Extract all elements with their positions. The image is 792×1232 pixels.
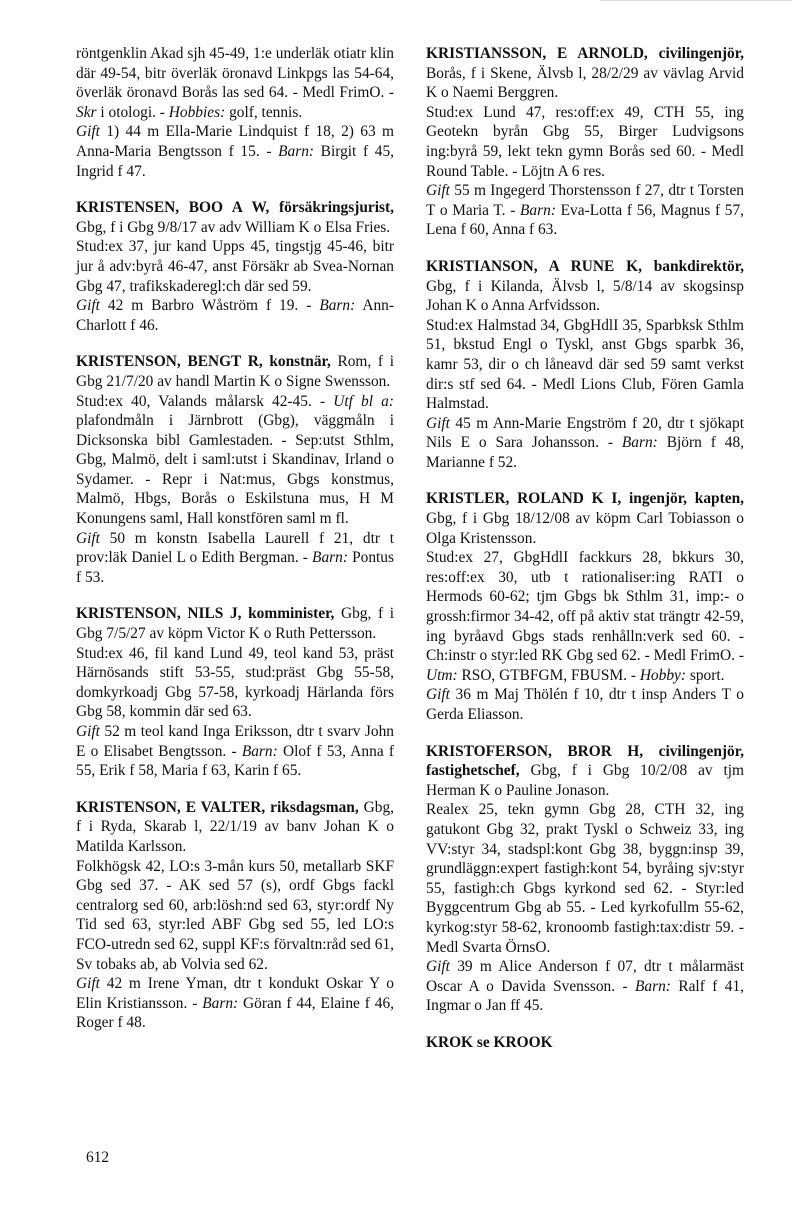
text-run: Gbg, f i Gbg 7/5/27 av köpm Victor K o Ruth Pettersson.	[76, 605, 394, 643]
bold-run: ingenjör, kapten,	[629, 490, 744, 508]
bold-run: civilingenjör, fastighetschef,	[426, 742, 744, 780]
text-run: Gbg, f i Gbg 10/2/08 av tjm Herman K o Pauline Jonason.	[426, 762, 744, 799]
italic-label: Barn:	[202, 994, 239, 1012]
entry-paragraph	[426, 44, 744, 103]
entry-paragraph	[426, 414, 744, 473]
text-run: 42 m Barbro Wåström f 19. -	[99, 297, 320, 315]
text-run: 42 m Irene Yman, dtr t kondukt Oskar Y o Elin Kristiansson. -	[76, 975, 394, 1012]
entry-paragraph	[426, 1033, 744, 1053]
italic-label: Gift	[76, 297, 100, 315]
text-run: 52 m teol kand Inga Eriksson, dtr t svarv John E o Elisabet Bengtsson. -	[76, 723, 394, 760]
biography-entry	[426, 257, 744, 473]
italic-label: Barn:	[319, 297, 356, 315]
italic-label: Hobby:	[639, 666, 686, 684]
text-run: Pontus f 53.	[76, 549, 394, 586]
text-run: sport.	[685, 666, 725, 684]
bold-run: komminister,	[248, 605, 335, 623]
text-run: Borås, f i Skene, Älvsb l, 28/2/29 av vävlag Arvid K o Naemi Berggren.	[426, 64, 744, 102]
italic-label: Gift	[76, 529, 100, 547]
italic-label: Barn:	[241, 742, 278, 760]
entry-paragraph	[76, 392, 394, 529]
text-run: 55 m Ingegerd Thorstensson f 27, dtr t Torsten T o Maria T. -	[426, 182, 744, 219]
text-run: Stud:ex 37, jur kand Upps 45, tingstjg 45-46, bitr jur å adv:byrå 46-47, anst Försäkr ab Svea-Nornan Gbg 47, trafikskaderegl:ch där sed 59.	[76, 238, 394, 295]
entry-paragraph	[76, 529, 394, 588]
italic-label: Utf bl a:	[333, 392, 394, 410]
italic-label: Barn:	[312, 549, 348, 567]
entry-paragraph	[76, 237, 394, 296]
text-run: Rom, f i Gbg 21/7/20 av handl Martin K o Signe Swensson.	[76, 353, 394, 390]
text-run: Gbg, f i Gbg 9/8/17 av adv William K o Elsa Fries.	[76, 218, 391, 236]
text-run	[642, 258, 654, 275]
biography-entry	[76, 44, 394, 181]
text-run: plafondmåln i Järnbrott (Gbg), väggmåln i Dicksonska bibl Gamlestaden. - Sep:utst Sthlm, Gbg, Malmö, delt i saml:utst i Skandinav, Irland o Sydamer. - Repr i Nat:mus, Gbgs konstmus, Malmö, Hbgs, Borås o Eskilstuna mus, H M Konungens saml, Hall konstfören saml m fl.	[76, 412, 394, 528]
italic-label: Gift	[426, 958, 450, 976]
text-run: 39 m Alice Anderson f 07, dtr t målarmäst Oscar A o Davida Svensson. -	[426, 958, 744, 995]
entry-paragraph	[426, 742, 744, 801]
entry-paragraph	[426, 103, 744, 181]
text-run: Eva-Lotta f 56, Magnus f 57, Lena f 60, Anna f 63.	[426, 201, 745, 239]
text-run: Birgit f 45, Ingrid f 47.	[76, 142, 394, 180]
biography-entry	[76, 798, 394, 1033]
page-number: 612	[86, 1149, 110, 1166]
text-run: 1) 44 m Ella-Marie Lindquist f 18, 2) 63 m Anna-Maria Bengtsson f 15. -	[76, 123, 394, 160]
text-run: Olof f 53, Anna f 55, Erik f 58, Maria f 63, Karin f 65.	[76, 742, 394, 780]
bold-run: KRISTLER, ROLAND K I,	[426, 490, 622, 508]
text-run: RSO, GTBFGM, FBUSM. -	[457, 666, 640, 684]
text-run: Stud:ex 46, fil kand Lund 49, teol kand 53, präst Härnösands stift 53-55, stud:präst Gbg 55-58, domkyrkoadj Gbg 57-58, kyrkoadj Härlanda förs Gbg 58, kommin där sed 63.	[76, 644, 394, 721]
entry-paragraph	[76, 722, 394, 781]
entry-paragraph	[76, 198, 394, 237]
bold-run: KRISTOFERSON, BROR H,	[426, 742, 644, 760]
bold-run: civilingenjör,	[658, 45, 744, 62]
top-edge-rule	[600, 0, 792, 1]
text-run: Stud:ex Halmstad 34, GbgHdlI 35, Sparbksk Sthlm 51, bkstud Engl o Tyskl, anst Gbgs sparbk 36, kamr 53, dir o ch låneavd där sed 59 samt verkst dir:s stf sed 64. - Medl Lions Club, Fören Gamla Halmstad.	[426, 316, 744, 413]
italic-label: Barn:	[621, 434, 658, 452]
entry-paragraph	[426, 316, 744, 414]
text-run	[643, 743, 658, 760]
text-run: Gbg, f i Gbg 18/12/08 av köpm Carl Tobiasson o Olga Kristensson.	[426, 510, 744, 547]
entry-paragraph	[426, 257, 744, 316]
text-run: Ralf f 41, Ingmar o Jan ff 45.	[426, 977, 744, 1015]
biography-entry	[76, 198, 394, 335]
italic-label: Barn:	[520, 201, 556, 219]
italic-label: Barn:	[278, 142, 315, 160]
bold-run: KRISTENSON, BENGT R,	[76, 353, 263, 371]
italic-label: Hobbies:	[168, 103, 226, 121]
text-run: 50 m konstn Isabella Laurell f 21, dtr t prov:läk Daniel L o Edith Bergman. -	[76, 529, 394, 567]
bold-run: försäkringsjurist,	[278, 199, 394, 217]
entry-paragraph	[76, 798, 394, 857]
left-column	[76, 44, 394, 1050]
entry-paragraph	[76, 122, 394, 181]
text-run: Folkhögsk 42, LO:s 3-mån kurs 50, metallarb SKF Gbg sed 37. - AK sed 57 (s), ordf Gbgs fackl centralorg sed 60, arb:lösh:nd sed 63, styr:ordf Ny Tid sed 63, styr:led ABF Gbg sed 55, led LO:s FCO-utredn sed 62, suppl KF:s förvaltn:råd sed 61, Sv tobaks ab, ab Volvia sed 62.	[76, 857, 394, 973]
biography-entry	[76, 352, 394, 587]
italic-label: Skr	[76, 103, 97, 121]
entry-paragraph	[76, 974, 394, 1033]
biography-entry	[426, 1033, 744, 1053]
entry-paragraph	[426, 181, 744, 240]
bold-run: bankdirektör,	[653, 257, 744, 275]
text-run: Stud:ex Lund 47, res:off:ex 49, CTH 55, ing Geotekn byrån Gbg 55, Birger Ludvigsons ing:byrå 59, lekt tekn gymn Borås sed 60. - Medl Round Table. - Löjtn A 6 res.	[426, 103, 744, 180]
text-run: röntgenklin Akad sjh 45-49, 1:e underläk otiatr klin där 49-54, bitr överläk öronavd Linkpgs las 54-64, överläk öronavd Borås las sed 64. - Medl FrimO. -	[76, 45, 394, 102]
italic-label: Barn:	[635, 977, 671, 995]
right-column	[426, 44, 744, 1070]
bold-run: riksdagsman,	[270, 798, 359, 816]
text-run: 45 m Ann-Marie Engström f 20, dtr t sjökapt Nils E o Sara Johansson. -	[426, 414, 744, 452]
text-run	[269, 199, 279, 216]
italic-label: Gift	[76, 123, 100, 141]
text-run	[648, 45, 659, 62]
bold-run: KRISTENSEN, BOO A W,	[76, 199, 270, 217]
italic-label: Gift	[426, 686, 450, 704]
entry-paragraph	[76, 296, 394, 335]
entry-paragraph	[76, 352, 394, 391]
bold-run: KRISTENSON, E VALTER,	[76, 798, 266, 816]
text-run: i otologi. -	[96, 103, 169, 121]
entry-paragraph	[76, 644, 394, 722]
biography-entry	[426, 742, 744, 1016]
biography-entry	[426, 489, 744, 724]
bold-run: KRISTIANSON, A RUNE K,	[426, 257, 642, 275]
text-run: Stud:ex 40, Valands målarsk 42-45. -	[76, 392, 334, 410]
entry-paragraph	[76, 857, 394, 975]
italic-label: Gift	[76, 723, 100, 740]
text-run: Gbg, f i Ryda, Skarab l, 22/1/19 av banv Johan K o Matilda Karlsson.	[76, 798, 394, 855]
italic-label: Gift	[76, 975, 100, 993]
entry-paragraph	[426, 800, 744, 957]
text-run: Gbg, f i Kilanda, Älvsb l, 5/8/14 av skogsinsp Johan K o Anna Arfvidsson.	[426, 277, 744, 315]
bold-run: KROK se KROOK	[426, 1033, 553, 1051]
entry-paragraph	[426, 957, 744, 1016]
biography-entry	[426, 44, 744, 240]
text-run: Ann-Charlott f 46.	[76, 297, 394, 334]
text-run	[621, 490, 629, 507]
entry-paragraph	[426, 685, 744, 724]
italic-label: Utm:	[426, 666, 458, 684]
text-run: Björn f 48, Marianne f 52.	[426, 434, 745, 471]
bold-run: KRISTENSON, NILS J,	[76, 605, 242, 623]
bold-run: KRISTIANSSON, E ARNOLD,	[426, 45, 648, 62]
text-run: 36 m Maj Thölén f 10, dtr t insp Anders T o Gerda Eliasson.	[426, 686, 744, 723]
bold-run: konstnär,	[269, 353, 331, 371]
text-run: golf, tennis.	[225, 103, 303, 121]
italic-label: Gift	[426, 414, 450, 432]
entry-paragraph	[426, 548, 744, 685]
text-run: Göran f 44, Elaine f 46, Roger f 48.	[76, 994, 394, 1032]
italic-label: Gift	[426, 182, 450, 200]
biography-entry	[76, 604, 394, 780]
entry-paragraph	[76, 604, 394, 643]
text-run: Stud:ex 27, GbgHdlI fackkurs 28, bkkurs 30, res:off:ex 30, utb t rationaliser:ing RATI o Hermods 60-62; tjm Gbgs bk Sthlm 31, imp:- o grossh:firmor 34-42, off på aktiv stat trängtr 42-59, ing byråavd Gbgs stads renhålln:verk sed 60. - Ch:instr o styr:led RK Gbg sed 62. - Medl FrimO. -	[426, 549, 744, 665]
entry-paragraph	[426, 489, 744, 548]
text-run: Realex 25, tekn gymn Gbg 28, CTH 32, ing gatukont Gbg 32, prakt Tyskl o Schweiz 33, ing VV:styr 34, stadspl:kont Gbg 38, byggn:insp 39, grundläggn:expert fastigh:kont 54, byråing sjv:styr 55, fastigh:ch Gbgs kyrkond sed 62. - Styr:led Byggcentrum Gbg ab 55. - Led kyrkofullm 55-62, kyrkog:styr 58-62, kronoomb fastigh:tax:distr 59. - Medl Svarta ÖrnsO.	[426, 801, 744, 956]
entry-paragraph	[76, 44, 394, 122]
